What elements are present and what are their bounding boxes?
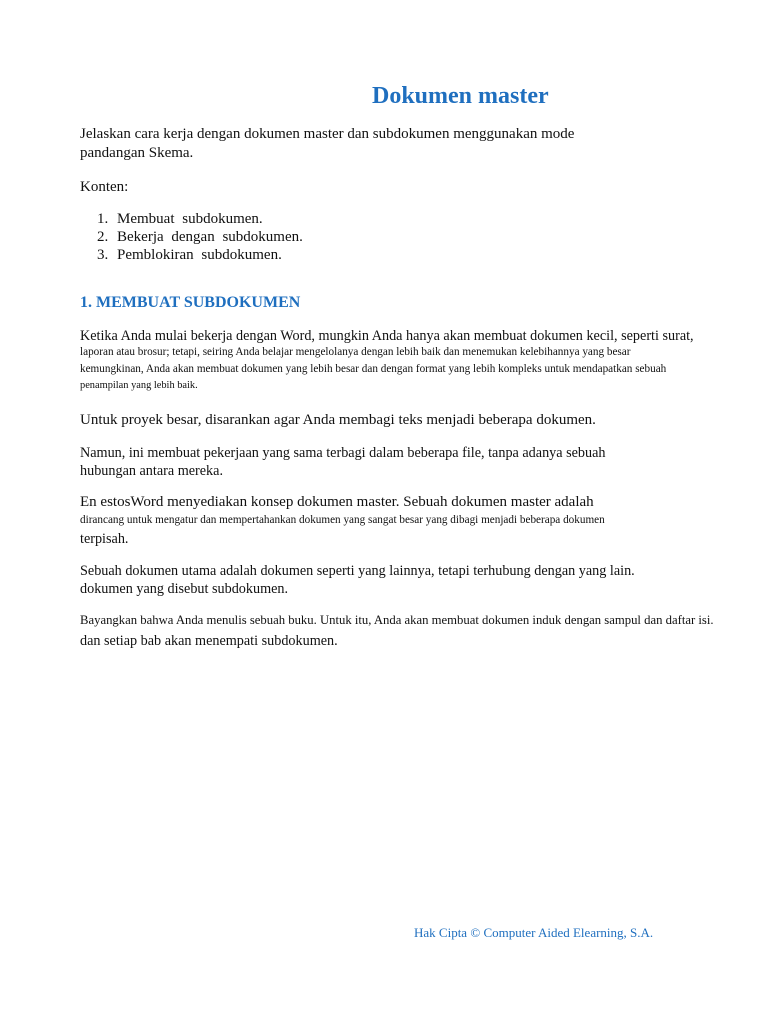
paragraph-6-line-1: Bayangkan bahwa Anda menulis sebuah buku. Untuk itu, Anda akan membuat dokumen induk dengan sampul dan daftar isi.	[80, 613, 714, 627]
paragraph-3-line-2: hubungan antara mereka.	[80, 463, 223, 479]
list-item: 2. Bekerja dengan subdokumen.	[97, 229, 303, 245]
paragraph-6-line-2: dan setiap bab akan menempati subdokumen.	[80, 633, 338, 649]
intro-line-1: Jelaskan cara kerja dengan dokumen master dan subdokumen menggunakan mode	[80, 126, 575, 142]
paragraph-4-line-1: En estosWord menyediakan konsep dokumen master. Sebuah dokumen master adalah	[80, 494, 594, 510]
paragraph-4-line-2: dirancang untuk mengatur dan mempertahankan dokumen yang sangat besar yang dibagi menjadi beberapa dokumen	[80, 514, 605, 526]
paragraph-4-line-3: terpisah.	[80, 531, 129, 547]
contents-list	[97, 210, 303, 264]
list-item: 1. Membuat subdokumen.	[97, 211, 263, 227]
paragraph-1-line-3: kemungkinan, Anda akan membuat dokumen yang lebih besar dan dengan format yang lebih kompleks untuk mendapatkan sebuah	[80, 363, 667, 375]
paragraph-1-line-2: laporan atau brosur; tetapi, seiring Anda belajar mengelolanya dengan lebih baik dan menemukan kelebihannya yang besar	[80, 346, 631, 358]
list-item: 3. Pemblokiran subdokumen.	[97, 247, 282, 263]
section-heading: 1. MEMBUAT SUBDOKUMEN	[80, 294, 301, 311]
paragraph-2: Untuk proyek besar, disarankan agar Anda membagi teks menjadi beberapa dokumen.	[80, 412, 596, 428]
copyright-footer: Hak Cipta © Computer Aided Elearning, S.A.	[414, 925, 654, 940]
paragraph-5-line-1: Sebuah dokumen utama adalah dokumen seperti yang lainnya, tetapi terhubung dengan yang lain.	[80, 563, 635, 579]
paragraph-1-line-4: penampilan yang lebih baik.	[80, 380, 198, 391]
contents-label: Konten:	[80, 179, 129, 195]
page-title: Dokumen master	[372, 83, 549, 109]
intro-line-2: pandangan Skema.	[80, 145, 194, 161]
paragraph-1-line-1: Ketika Anda mulai bekerja dengan Word, mungkin Anda hanya akan membuat dokumen kecil, seperti surat,	[80, 328, 694, 344]
paragraph-5-line-2: dokumen yang disebut subdokumen.	[80, 581, 289, 597]
paragraph-3-line-1: Namun, ini membuat pekerjaan yang sama terbagi dalam beberapa file, tanpa adanya sebuah	[80, 445, 606, 461]
